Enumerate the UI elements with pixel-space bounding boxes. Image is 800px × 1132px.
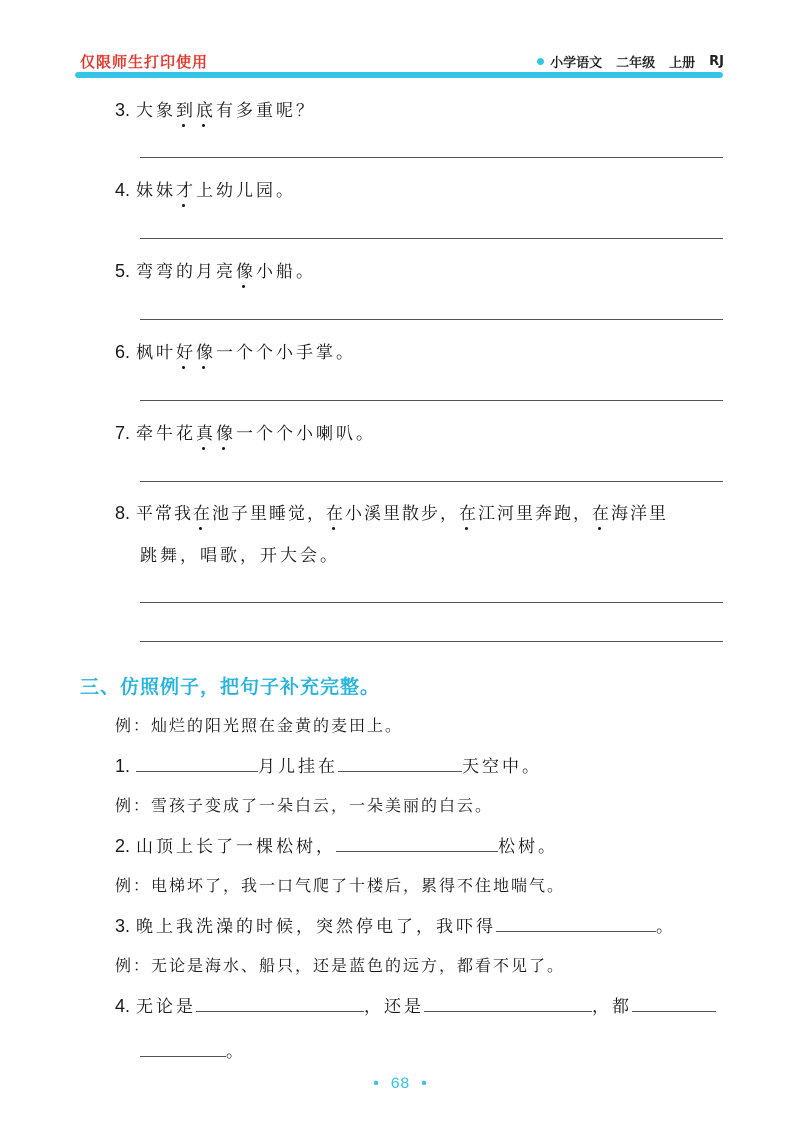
- example-2: 例：雪孩子变成了一朵白云，一朵美丽的白云。: [115, 796, 494, 815]
- example-1: 例：灿烂的阳光照在金黄的麦田上。: [115, 716, 404, 735]
- book-info: [537, 52, 724, 71]
- section-title: 三、仿照例子，把句子补充完整。: [80, 676, 381, 698]
- exercise-4: 4. 无论是 ，还是 ，都: [115, 992, 716, 1017]
- grade-label: 二年级: [616, 56, 656, 71]
- fill-blank[interactable]: [632, 993, 716, 1012]
- question-4: 4. 妹妹才上幼儿园。: [115, 176, 296, 201]
- exercise-1: 1. 月儿挂在 天空中。: [115, 752, 542, 777]
- answer-line[interactable]: [140, 400, 723, 401]
- bullet-icon: [537, 58, 544, 65]
- volume-label: 上册: [669, 56, 696, 71]
- question-6: 6. 枫叶好像一个个小手掌。: [115, 338, 356, 363]
- fill-blank[interactable]: [496, 913, 656, 932]
- question-3: 3. 大象到底有多重呢？: [115, 96, 316, 121]
- answer-line[interactable]: [140, 481, 723, 482]
- question-8: 8. 平常我在池子里睡觉，在小溪里散步，在江河里奔跑，在海洋里: [115, 499, 668, 524]
- example-3: 例：电梯坏了，我一口气爬了十楼后，累得不住地喘气。: [115, 876, 566, 895]
- fill-blank[interactable]: [424, 993, 592, 1012]
- question-8-line2: 跳舞，唱歌，开大会。: [140, 546, 340, 566]
- edition-label: RJ: [709, 54, 724, 69]
- exercise-4-line2: 。: [140, 1037, 246, 1062]
- page-number: • 68 •: [371, 1075, 429, 1093]
- fill-blank[interactable]: [196, 993, 364, 1012]
- fill-blank[interactable]: [136, 753, 258, 772]
- answer-line[interactable]: [140, 238, 723, 239]
- exercise-3: 3. 晚上我洗澡的时候，突然停电了，我吓得 。: [115, 912, 676, 937]
- fill-blank[interactable]: [140, 1038, 226, 1057]
- answer-line[interactable]: [140, 641, 723, 642]
- example-4: 例：无论是海水、船只，还是蓝色的远方，都看不见了。: [115, 956, 566, 975]
- answer-line[interactable]: [140, 602, 723, 603]
- exercise-2: 2. 山顶上长了一棵松树， 松树。: [115, 832, 558, 857]
- subject-label: 小学语文: [550, 56, 603, 71]
- print-notice: 仅限师生打印使用: [80, 53, 209, 71]
- fill-blank[interactable]: [336, 833, 498, 852]
- question-5: 5. 弯弯的月亮像小船。: [115, 257, 316, 282]
- answer-line[interactable]: [140, 319, 723, 320]
- question-7: 7. 牵牛花真像一个个小喇叭。: [115, 419, 376, 444]
- answer-line[interactable]: [140, 157, 723, 158]
- header-divider: [75, 72, 723, 78]
- fill-blank[interactable]: [338, 753, 462, 772]
